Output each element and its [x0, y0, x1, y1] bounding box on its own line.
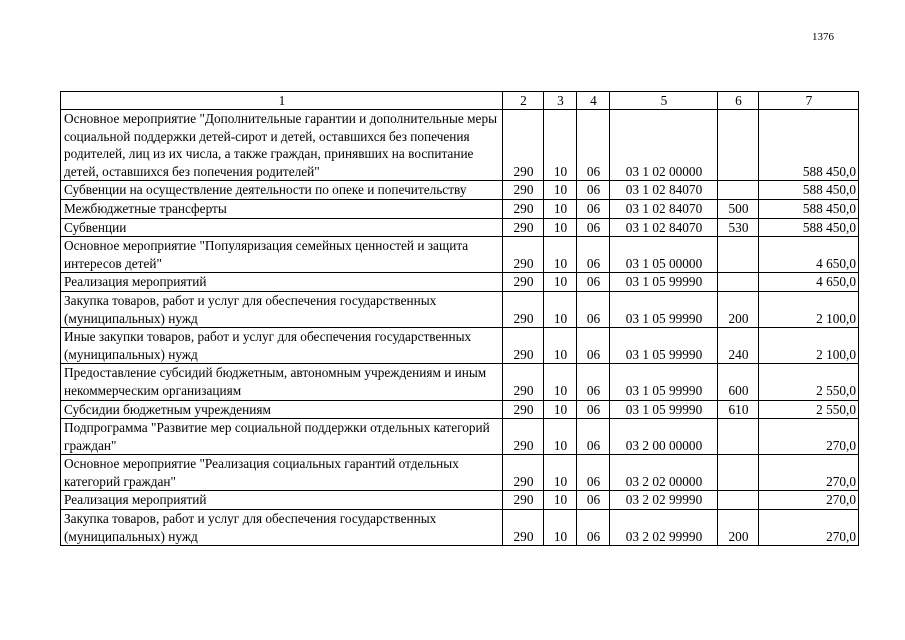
cell-target-article: 03 1 02 84070	[610, 218, 718, 237]
cell-amount: 588 450,0	[759, 199, 859, 218]
cell-subsection: 06	[577, 510, 610, 546]
column-header: 4	[577, 92, 610, 110]
cell-expense-type	[718, 273, 759, 292]
row-name: Реализация мероприятий	[61, 273, 503, 292]
row-name: Субвенции	[61, 218, 503, 237]
table-row	[61, 291, 859, 327]
cell-section: 10	[544, 364, 577, 400]
cell-section: 10	[544, 328, 577, 364]
cell-section: 10	[544, 181, 577, 200]
cell-expense-type: 500	[718, 199, 759, 218]
cell-amount: 588 450,0	[759, 218, 859, 237]
cell-admin-code: 290	[503, 273, 544, 292]
cell-target-article: 03 1 02 84070	[610, 181, 718, 200]
cell-target-article: 03 1 02 84070	[610, 199, 718, 218]
cell-target-article: 03 1 05 00000	[610, 237, 718, 273]
cell-target-article: 03 1 05 99990	[610, 400, 718, 419]
cell-admin-code: 290	[503, 110, 544, 181]
table-row	[61, 510, 859, 546]
cell-expense-type: 200	[718, 291, 759, 327]
table-row	[61, 419, 859, 455]
cell-target-article: 03 1 05 99990	[610, 364, 718, 400]
row-name: Межбюджетные трансферты	[61, 199, 503, 218]
cell-expense-type	[718, 491, 759, 510]
cell-target-article: 03 1 05 99990	[610, 273, 718, 292]
cell-section: 10	[544, 237, 577, 273]
cell-section: 10	[544, 199, 577, 218]
row-name: Основное мероприятие "Реализация социальных гарантий отдельных категорий граждан"	[61, 455, 503, 491]
cell-admin-code: 290	[503, 328, 544, 364]
cell-amount: 270,0	[759, 491, 859, 510]
table-row	[61, 181, 859, 200]
page-number: 1376	[812, 31, 834, 43]
cell-subsection: 06	[577, 199, 610, 218]
cell-amount: 2 550,0	[759, 400, 859, 419]
row-name: Иные закупки товаров, работ и услуг для обеспечения государственных (муниципальных) нужд	[61, 328, 503, 364]
cell-target-article: 03 1 05 99990	[610, 291, 718, 327]
cell-amount: 588 450,0	[759, 181, 859, 200]
cell-section: 10	[544, 400, 577, 419]
cell-subsection: 06	[577, 110, 610, 181]
cell-admin-code: 290	[503, 181, 544, 200]
row-name: Субсидии бюджетным учреждениям	[61, 400, 503, 419]
cell-subsection: 06	[577, 181, 610, 200]
cell-admin-code: 290	[503, 400, 544, 419]
cell-amount: 588 450,0	[759, 110, 859, 181]
cell-expense-type: 240	[718, 328, 759, 364]
column-header: 2	[503, 92, 544, 110]
row-name: Закупка товаров, работ и услуг для обеспечения государственных (муниципальных) нужд	[61, 510, 503, 546]
cell-section: 10	[544, 273, 577, 292]
row-name: Основное мероприятие "Популяризация семейных ценностей и защита интересов детей"	[61, 237, 503, 273]
cell-expense-type	[718, 181, 759, 200]
cell-amount: 2 550,0	[759, 364, 859, 400]
column-header: 5	[610, 92, 718, 110]
cell-expense-type: 600	[718, 364, 759, 400]
cell-subsection: 06	[577, 364, 610, 400]
cell-expense-type	[718, 237, 759, 273]
cell-section: 10	[544, 110, 577, 181]
cell-admin-code: 290	[503, 364, 544, 400]
cell-section: 10	[544, 491, 577, 510]
column-header: 7	[759, 92, 859, 110]
table-row	[61, 237, 859, 273]
row-name: Основное мероприятие "Дополнительные гарантии и дополнительные меры социальной поддержки детей-сирот и детей, оставшихся без попечения родителей, лиц из их числа, а также граждан, принявших на воспитание детей, оставшихся без попечения родителей"	[61, 110, 503, 181]
cell-amount: 4 650,0	[759, 273, 859, 292]
row-name: Субвенции на осуществление деятельности по опеке и попечительству	[61, 181, 503, 200]
cell-admin-code: 290	[503, 455, 544, 491]
cell-admin-code: 290	[503, 218, 544, 237]
cell-expense-type: 530	[718, 218, 759, 237]
cell-subsection: 06	[577, 491, 610, 510]
table-row	[61, 491, 859, 510]
table-row	[61, 455, 859, 491]
table-row	[61, 273, 859, 292]
cell-section: 10	[544, 218, 577, 237]
budget-table	[60, 91, 859, 546]
row-name: Подпрограмма "Развитие мер социальной поддержки отдельных категорий граждан"	[61, 419, 503, 455]
header-row	[61, 92, 859, 110]
table-row	[61, 199, 859, 218]
table-row	[61, 218, 859, 237]
cell-admin-code: 290	[503, 291, 544, 327]
row-name: Закупка товаров, работ и услуг для обеспечения государственных (муниципальных) нужд	[61, 291, 503, 327]
cell-target-article: 03 2 02 99990	[610, 491, 718, 510]
cell-amount: 2 100,0	[759, 328, 859, 364]
cell-section: 10	[544, 455, 577, 491]
cell-target-article: 03 1 05 99990	[610, 328, 718, 364]
cell-admin-code: 290	[503, 237, 544, 273]
cell-expense-type: 610	[718, 400, 759, 419]
cell-admin-code: 290	[503, 419, 544, 455]
row-name: Предоставление субсидий бюджетным, автономным учреждениям и иным некоммерческим организациям	[61, 364, 503, 400]
table-row	[61, 328, 859, 364]
cell-subsection: 06	[577, 455, 610, 491]
table-row	[61, 364, 859, 400]
cell-amount: 2 100,0	[759, 291, 859, 327]
cell-target-article: 03 2 00 00000	[610, 419, 718, 455]
cell-target-article: 03 1 02 00000	[610, 110, 718, 181]
cell-admin-code: 290	[503, 199, 544, 218]
column-header: 1	[61, 92, 503, 110]
cell-amount: 270,0	[759, 510, 859, 546]
cell-section: 10	[544, 291, 577, 327]
cell-subsection: 06	[577, 218, 610, 237]
cell-amount: 270,0	[759, 419, 859, 455]
cell-section: 10	[544, 419, 577, 455]
cell-subsection: 06	[577, 273, 610, 292]
cell-subsection: 06	[577, 400, 610, 419]
cell-subsection: 06	[577, 328, 610, 364]
column-header: 6	[718, 92, 759, 110]
cell-expense-type: 200	[718, 510, 759, 546]
cell-expense-type	[718, 110, 759, 181]
cell-subsection: 06	[577, 419, 610, 455]
cell-expense-type	[718, 455, 759, 491]
cell-admin-code: 290	[503, 510, 544, 546]
cell-target-article: 03 2 02 99990	[610, 510, 718, 546]
cell-section: 10	[544, 510, 577, 546]
cell-amount: 270,0	[759, 455, 859, 491]
column-header: 3	[544, 92, 577, 110]
cell-admin-code: 290	[503, 491, 544, 510]
cell-amount: 4 650,0	[759, 237, 859, 273]
row-name: Реализация мероприятий	[61, 491, 503, 510]
cell-subsection: 06	[577, 237, 610, 273]
cell-subsection: 06	[577, 291, 610, 327]
table-row	[61, 400, 859, 419]
table-row	[61, 110, 859, 181]
cell-expense-type	[718, 419, 759, 455]
cell-target-article: 03 2 02 00000	[610, 455, 718, 491]
